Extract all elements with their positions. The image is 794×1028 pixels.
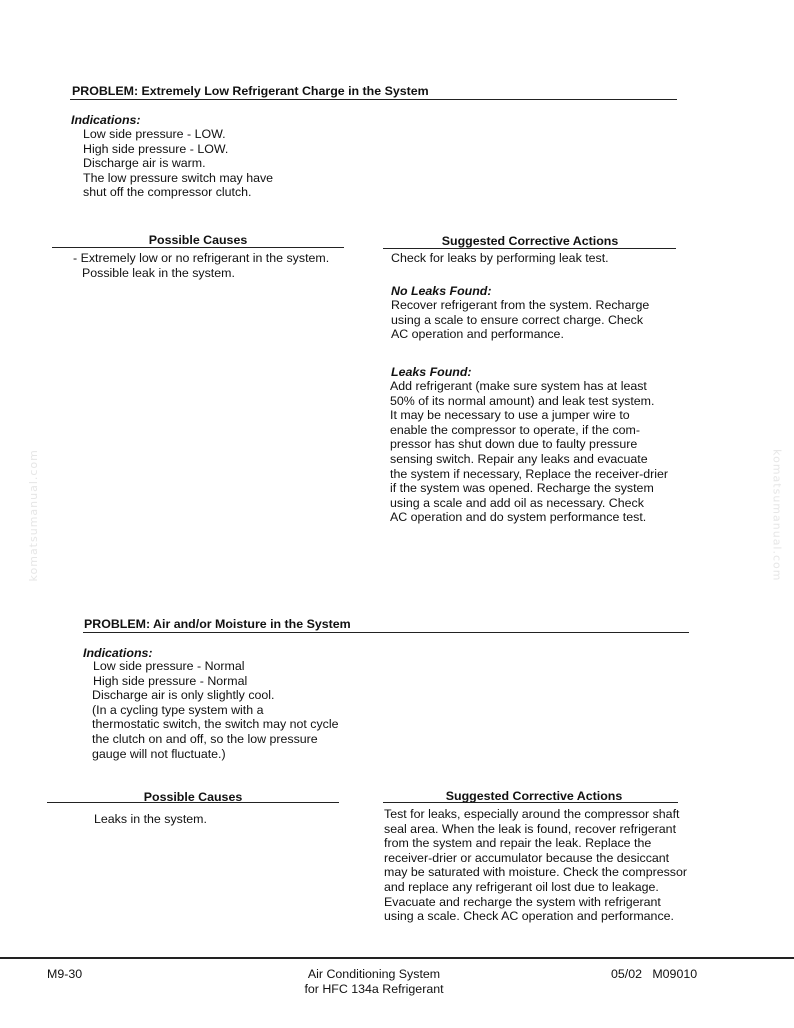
indications-list: [83, 127, 273, 200]
leaks-found-text: [390, 379, 668, 525]
text-line: Recover refrigerant from the system. Recharge: [391, 298, 650, 312]
problem-rule: [83, 632, 689, 633]
action-intro: Check for leaks by performing leak test.: [391, 251, 609, 265]
text-line: using a scale. Check AC operation and performance.: [384, 909, 674, 924]
indication-item: High side pressure - Normal: [93, 673, 248, 688]
actions-block: [391, 251, 609, 266]
indication-item: High side pressure - LOW.: [83, 141, 229, 156]
indications-heading: Indications:: [83, 646, 153, 660]
indication-item: the clutch on and off, so the low pressure: [92, 731, 318, 746]
page-number: M9-30: [47, 967, 83, 981]
text-line: the system if necessary, Replace the receiver-drier: [390, 466, 668, 481]
footer-title-line: Air Conditioning System: [307, 967, 441, 981]
possible-causes-heading: Possible Causes: [143, 790, 243, 804]
text-line: sensing switch. Repair any leaks and evacuate: [390, 451, 648, 466]
indication-item: Low side pressure - LOW.: [83, 127, 226, 141]
indication-item: (In a cycling type system with a: [92, 702, 264, 717]
indications-list: [93, 659, 339, 761]
causes-rule: [52, 247, 344, 248]
text-line: 50% of its normal amount) and leak test system.: [390, 393, 655, 408]
text-line: and replace any refrigerant oil lost due to leakage.: [384, 879, 659, 894]
cause-item: - Extremely low or no refrigerant in the system.: [73, 251, 330, 265]
indication-item: Low side pressure - Normal: [93, 659, 245, 673]
cause-item: Possible leak in the system.: [82, 265, 235, 280]
possible-causes-heading: Possible Causes: [148, 233, 248, 247]
problem-title: PROBLEM: Extremely Low Refrigerant Charge in the System: [72, 84, 429, 98]
watermark-left: komatsumanual.com: [26, 449, 40, 582]
actions-rule: [383, 248, 676, 249]
text-line: if the system was opened. Recharge the system: [390, 481, 654, 496]
text-line: pressor has shut down due to faulty pressure: [390, 437, 638, 452]
indication-item: shut off the compressor clutch.: [83, 185, 252, 200]
indication-item: Discharge air is warm.: [83, 156, 206, 171]
text-line: may be saturated with moisture. Check the compressor: [384, 865, 688, 880]
text-line: Test for leaks, especially around the compressor shaft: [384, 807, 680, 821]
footer-date-code: 05/02 M09010: [611, 967, 698, 981]
text-line: seal area. When the leak is found, recover refrigerant: [384, 821, 677, 836]
text-line: Evacuate and recharge the system with refrigerant: [384, 894, 661, 909]
causes-list: [94, 812, 207, 827]
cause-item: Leaks in the system.: [94, 812, 207, 826]
text-line: using a scale and add oil as necessary. Check: [390, 495, 644, 510]
leaks-found-heading: Leaks Found:: [391, 365, 472, 379]
causes-rule: [47, 802, 339, 803]
text-line: from the system and repair the leak. Replace the: [384, 836, 652, 851]
indication-item: gauge will not fluctuate.): [92, 746, 226, 761]
text-line: Add refrigerant (make sure system has at least: [390, 379, 647, 393]
footer-rule: [0, 957, 794, 959]
actions-text: [384, 807, 687, 924]
watermark-right: komatsumanual.com: [770, 449, 784, 582]
corrective-actions-heading: Suggested Corrective Actions: [441, 234, 619, 248]
actions-rule: [383, 802, 678, 803]
indication-item: The low pressure switch may have: [83, 170, 274, 185]
problem-rule: [70, 99, 677, 100]
text-line: using a scale to ensure correct charge. Check: [391, 312, 644, 327]
text-line: AC operation and do system performance test.: [390, 510, 647, 525]
footer-title-line: for HFC 134a Refrigerant: [304, 981, 444, 996]
indication-item: thermostatic switch, the switch may not cycle: [92, 717, 339, 732]
causes-list: [73, 251, 329, 280]
text-line: enable the compressor to operate, if the com-: [390, 422, 641, 437]
corrective-actions-heading: Suggested Corrective Actions: [445, 789, 623, 803]
text-line: receiver-drier or accumulator because the desiccant: [384, 850, 670, 865]
no-leaks-heading: No Leaks Found:: [391, 284, 492, 298]
problem-title: PROBLEM: Air and/or Moisture in the System: [84, 617, 351, 631]
indication-item: Discharge air is only slightly cool.: [92, 688, 275, 703]
footer-title: [274, 967, 474, 996]
indications-heading: Indications:: [71, 113, 141, 127]
text-line: AC operation and performance.: [391, 327, 564, 342]
text-line: It may be necessary to use a jumper wire to: [390, 408, 630, 423]
no-leaks-text: [391, 298, 649, 342]
